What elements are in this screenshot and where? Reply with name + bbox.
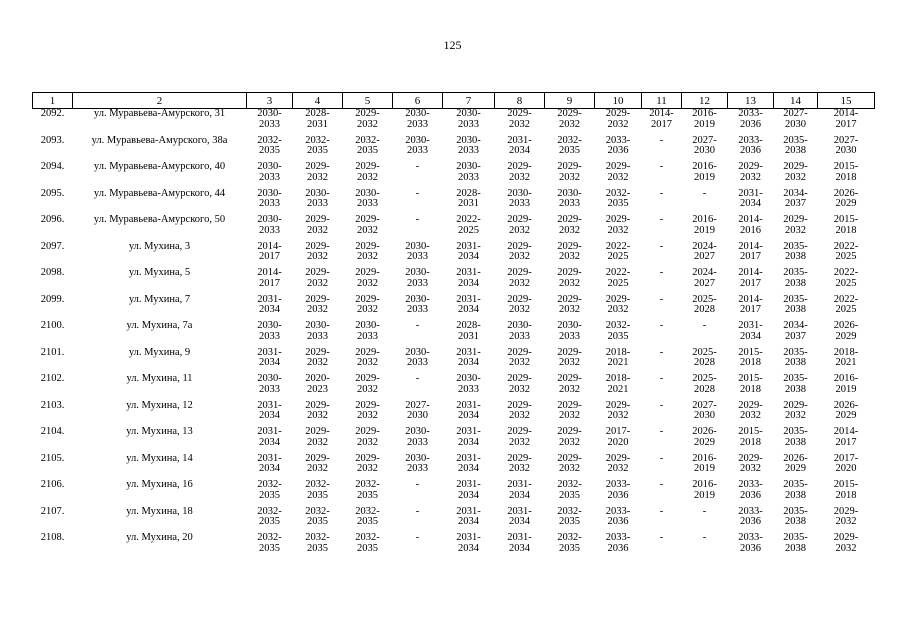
row-number: 2098. (40, 267, 65, 278)
address-cell: ул. Мухина, 18 (126, 505, 193, 517)
table-row (33, 136, 875, 163)
period-cell: 2030- 2033 (355, 187, 380, 209)
period-cell: 2029- 2032 (507, 399, 532, 421)
period-cell: 2031- 2034 (456, 426, 481, 448)
period-cell: 2031- 2034 (456, 479, 481, 501)
column-header: 8 (495, 93, 545, 109)
period-cell: 2029- 2032 (783, 214, 808, 236)
period-cell: 2016- 2019 (692, 452, 717, 474)
period-cell: - (659, 452, 664, 464)
period-cell: 2035- 2038 (783, 373, 808, 395)
period-cell: 2030- 2033 (355, 320, 380, 342)
period-cell: - (415, 373, 420, 384)
row-number: 2108. (40, 532, 65, 543)
period-cell: 2029- 2032 (557, 346, 582, 368)
period-cell: - (702, 505, 707, 517)
schedule-table (32, 92, 875, 560)
period-cell: 2029- 2032 (355, 214, 380, 236)
period-cell: 2031- 2034 (456, 399, 481, 421)
period-cell: 2035- 2038 (783, 293, 808, 315)
period-cell: 2016- 2019 (692, 108, 717, 130)
column-header: 9 (545, 93, 595, 109)
period-cell: 2025- 2028 (692, 373, 717, 395)
period-cell: 2029- 2032 (507, 373, 532, 395)
period-cell: 2030- 2033 (557, 187, 582, 209)
period-cell: 2029- 2032 (305, 399, 330, 421)
row-number: 2095. (40, 187, 65, 199)
table-row (33, 454, 875, 481)
address-cell: ул. Мухина, 13 (126, 426, 193, 437)
period-cell: 2026- 2029 (783, 452, 808, 474)
period-cell: 2029- 2032 (305, 452, 330, 474)
period-cell: 2030- 2033 (257, 320, 282, 342)
period-cell: 2031- 2034 (738, 187, 763, 209)
period-cell: 2014- 2017 (833, 426, 859, 448)
address-cell: ул. Мухина, 16 (126, 479, 193, 490)
row-number: 2103. (40, 399, 65, 411)
table-row (33, 480, 875, 507)
period-cell: 2030- 2033 (257, 108, 282, 130)
period-cell: 2015- 2018 (738, 346, 763, 368)
period-cell: 2018- 2021 (605, 346, 631, 368)
period-cell: 2029- 2032 (305, 240, 330, 262)
period-cell: 2029- 2032 (557, 293, 582, 315)
period-cell: 2030- 2033 (257, 161, 282, 183)
period-cell: 2031- 2034 (507, 479, 532, 501)
period-cell: - (415, 320, 420, 331)
period-cell: 2031- 2034 (257, 426, 282, 448)
period-cell: 2016- 2019 (692, 479, 717, 501)
row-number: 2097. (40, 240, 65, 252)
period-cell: 2029- 2032 (507, 426, 532, 448)
table-row (33, 295, 875, 322)
period-cell: - (659, 161, 664, 172)
period-cell: 2029- 2032 (738, 399, 763, 421)
period-cell: 2033- 2036 (605, 134, 631, 156)
period-cell: - (659, 293, 664, 305)
period-cell: - (702, 187, 707, 199)
period-cell: 2029- 2032 (355, 452, 380, 474)
period-cell: 2031- 2034 (456, 452, 481, 474)
period-cell: 2026- 2029 (833, 320, 859, 342)
period-cell: - (415, 161, 420, 172)
period-cell: 2027- 2030 (783, 108, 808, 130)
period-cell: - (659, 267, 664, 278)
period-cell: - (659, 532, 664, 543)
period-cell: 2030- 2033 (405, 452, 430, 474)
column-header: 2 (73, 93, 247, 109)
address-cell: ул. Мухина, 12 (126, 399, 193, 411)
row-number: 2099. (40, 293, 65, 305)
period-cell: 2029- 2032 (605, 452, 631, 474)
period-cell: 2026- 2029 (833, 187, 859, 209)
address-cell: ул. Мухина, 14 (126, 452, 193, 464)
column-header: 4 (293, 93, 343, 109)
period-cell: 2032- 2035 (305, 479, 330, 501)
period-cell: 2035- 2038 (783, 240, 808, 262)
period-cell: 2030- 2033 (257, 214, 282, 236)
column-header: 14 (774, 93, 818, 109)
period-cell: 2032- 2035 (305, 505, 330, 527)
period-cell: 2033- 2036 (738, 479, 763, 501)
period-cell: 2029- 2032 (507, 240, 532, 262)
period-cell: 2030- 2033 (456, 161, 481, 183)
period-cell: 2033- 2036 (738, 108, 763, 130)
period-cell: 2032- 2035 (305, 532, 330, 554)
period-cell: - (415, 505, 420, 517)
period-cell: 2032- 2035 (355, 532, 380, 554)
period-cell: 2030- 2033 (507, 187, 532, 209)
period-cell: 2014- 2016 (738, 214, 763, 236)
period-cell: 2029- 2032 (355, 108, 380, 130)
period-cell: 2035- 2038 (783, 426, 808, 448)
period-cell: 2029- 2032 (557, 452, 582, 474)
period-cell: 2030- 2033 (405, 240, 430, 262)
row-number: 2107. (40, 505, 65, 517)
period-cell: 2025- 2028 (692, 293, 717, 315)
period-cell: 2031- 2034 (507, 505, 532, 527)
period-cell: 2031- 2034 (456, 240, 481, 262)
table-row (33, 348, 875, 375)
period-cell: 2035- 2038 (783, 267, 808, 289)
period-cell: 2029- 2032 (305, 267, 330, 289)
period-cell: 2033- 2036 (605, 479, 631, 501)
period-cell: 2022- 2025 (456, 214, 481, 236)
column-header: 13 (728, 93, 774, 109)
period-cell: - (659, 346, 664, 358)
period-cell: 2029- 2032 (738, 161, 763, 183)
period-cell: 2032- 2035 (355, 505, 380, 527)
period-cell: - (659, 373, 664, 384)
period-cell: 2033- 2036 (605, 532, 631, 554)
period-cell: 2029- 2032 (557, 161, 582, 183)
period-cell: 2035- 2038 (783, 532, 808, 554)
column-header: 1 (33, 93, 73, 109)
period-cell: 2029- 2032 (605, 161, 631, 183)
period-cell: 2029- 2032 (305, 426, 330, 448)
column-header: 15 (818, 93, 875, 109)
period-cell: 2032- 2035 (257, 505, 282, 527)
period-cell: 2029- 2032 (783, 399, 808, 421)
period-cell: 2032- 2035 (557, 532, 582, 554)
period-cell: 2034- 2037 (783, 187, 808, 209)
period-cell: 2029- 2032 (355, 426, 380, 448)
table-row (33, 242, 875, 269)
period-cell: 2031- 2034 (257, 346, 282, 368)
table-row (33, 507, 875, 534)
period-cell: 2029- 2032 (557, 373, 582, 395)
table-row (33, 109, 875, 136)
period-cell: - (659, 187, 664, 199)
table-row (33, 401, 875, 428)
period-cell: 2029- 2032 (605, 399, 631, 421)
period-cell: 2026- 2029 (692, 426, 717, 448)
period-cell: 2022- 2025 (833, 293, 859, 315)
period-cell: 2030- 2033 (557, 320, 582, 342)
page-number: 125 (443, 38, 462, 52)
address-cell: ул. Муравьева-Амурского, 50 (93, 214, 226, 225)
row-number: 2094. (40, 161, 65, 172)
period-cell: 2015- 2018 (833, 161, 859, 183)
period-cell: 2031- 2034 (507, 134, 532, 156)
period-cell: 2031- 2034 (456, 532, 481, 554)
period-cell: 2033- 2036 (738, 505, 763, 527)
period-cell: 2029- 2032 (557, 426, 582, 448)
period-cell: 2033- 2036 (738, 532, 763, 554)
period-cell: - (702, 532, 707, 543)
period-cell: 2029- 2032 (833, 505, 859, 527)
period-cell: 2029- 2032 (355, 161, 380, 183)
period-cell: 2031- 2034 (456, 293, 481, 315)
period-cell: 2034- 2037 (783, 320, 808, 342)
period-cell: 2014- 2017 (738, 293, 763, 315)
period-cell: 2029- 2032 (355, 399, 380, 421)
period-cell: - (415, 479, 420, 490)
period-cell: - (659, 134, 664, 146)
period-cell: 2029- 2032 (557, 267, 582, 289)
period-cell: 2029- 2032 (605, 214, 631, 236)
table-row (33, 533, 875, 560)
column-header: 3 (247, 93, 293, 109)
period-cell: 2014- 2017 (257, 267, 282, 289)
period-cell: 2024- 2027 (692, 240, 717, 262)
period-cell: 2032- 2035 (257, 479, 282, 501)
address-cell: ул. Мухина, 7а (126, 320, 193, 331)
period-cell: 2029- 2032 (833, 532, 859, 554)
period-cell: 2032- 2035 (557, 505, 582, 527)
period-cell: - (659, 479, 664, 490)
period-cell: 2016- 2019 (833, 373, 859, 395)
period-cell: 2030- 2033 (456, 373, 481, 395)
row-number: 2106. (40, 479, 65, 490)
address-cell: ул. Мухина, 7 (128, 293, 191, 305)
period-cell: 2032- 2035 (305, 134, 330, 156)
period-cell: 2029- 2032 (507, 108, 532, 130)
address-cell: ул. Мухина, 9 (128, 346, 191, 358)
period-cell: - (659, 426, 664, 437)
table-row (33, 374, 875, 401)
address-cell: ул. Муравьева-Амурского, 40 (93, 161, 226, 172)
period-cell: - (659, 214, 664, 225)
period-cell: 2029- 2032 (507, 267, 532, 289)
row-number: 2104. (40, 426, 65, 437)
table-row (33, 189, 875, 216)
period-cell: 2029- 2032 (305, 214, 330, 236)
period-cell: 2031- 2034 (507, 532, 532, 554)
address-cell: ул. Муравьева-Амурского, 31 (93, 108, 226, 119)
period-cell: 2015- 2018 (833, 479, 859, 501)
table-row (33, 321, 875, 348)
period-cell: 2029- 2032 (507, 452, 532, 474)
period-cell: 2022- 2025 (605, 240, 631, 262)
period-cell: 2014- 2017 (738, 267, 763, 289)
period-cell: 2018- 2021 (833, 346, 859, 368)
column-header: 6 (393, 93, 443, 109)
period-cell: 2017- 2020 (605, 426, 631, 448)
address-cell: ул. Мухина, 3 (128, 240, 191, 252)
period-cell: 2016- 2019 (692, 161, 717, 183)
period-cell: 2024- 2027 (692, 267, 717, 289)
period-cell: 2014- 2017 (257, 240, 282, 262)
table-body (33, 109, 875, 560)
row-number: 2102. (40, 373, 65, 384)
column-header: 11 (642, 93, 682, 109)
period-cell: 2029- 2032 (557, 240, 582, 262)
period-cell: 2029- 2032 (605, 293, 631, 315)
period-cell: 2032- 2035 (557, 134, 582, 156)
period-cell: 2032- 2035 (605, 187, 631, 209)
period-cell: 2035- 2038 (783, 346, 808, 368)
period-cell: 2028- 2031 (456, 187, 481, 209)
row-number: 2096. (40, 214, 65, 225)
row-number: 2101. (40, 346, 65, 358)
period-cell: 2022- 2025 (833, 240, 859, 262)
address-cell: ул. Муравьева-Амурского, 38а (91, 134, 228, 146)
period-cell: 2032- 2035 (557, 479, 582, 501)
period-cell: 2020- 2023 (305, 373, 330, 395)
period-cell: 2035- 2038 (783, 134, 808, 156)
period-cell: 2030- 2033 (405, 293, 430, 315)
address-cell: ул. Мухина, 20 (126, 532, 193, 543)
period-cell: 2029- 2032 (355, 293, 380, 315)
period-cell: 2029- 2032 (305, 161, 330, 183)
period-cell: 2026- 2029 (833, 399, 859, 421)
period-cell: 2029- 2032 (557, 108, 582, 130)
row-number: 2092. (40, 108, 65, 119)
period-cell: 2029- 2032 (783, 161, 808, 183)
period-cell: 2030- 2033 (405, 108, 430, 130)
period-cell: 2033- 2036 (605, 505, 631, 527)
period-cell: 2022- 2025 (833, 267, 859, 289)
period-cell: 2030- 2033 (405, 267, 430, 289)
period-cell: 2031- 2034 (738, 320, 763, 342)
period-cell: - (659, 320, 664, 331)
column-header: 7 (443, 93, 495, 109)
period-cell: 2030- 2033 (257, 373, 282, 395)
period-cell: 2029- 2032 (738, 452, 763, 474)
period-cell: 2017- 2020 (833, 452, 859, 474)
period-cell: 2027- 2030 (405, 399, 430, 421)
period-cell: 2014- 2017 (738, 240, 763, 262)
period-cell: 2031- 2034 (456, 505, 481, 527)
row-number: 2100. (40, 320, 65, 331)
period-cell: - (702, 320, 707, 331)
period-cell: 2030- 2033 (305, 320, 330, 342)
period-cell: 2029- 2032 (355, 373, 380, 395)
period-cell: 2030- 2033 (405, 346, 430, 368)
period-cell: 2031- 2034 (456, 267, 481, 289)
period-cell: - (415, 187, 420, 199)
period-cell: 2027- 2030 (833, 134, 859, 156)
period-cell: 2030- 2033 (507, 320, 532, 342)
period-cell: 2033- 2036 (738, 134, 763, 156)
period-cell: 2029- 2032 (507, 346, 532, 368)
period-cell: 2032- 2035 (257, 532, 282, 554)
period-cell: 2031- 2034 (257, 452, 282, 474)
period-cell: 2014- 2017 (649, 108, 674, 130)
address-cell: ул. Мухина, 11 (126, 373, 193, 384)
period-cell: 2030- 2033 (405, 426, 430, 448)
period-cell: 2029- 2032 (355, 346, 380, 368)
period-cell: 2028- 2031 (305, 108, 330, 130)
period-cell: 2028- 2031 (456, 320, 481, 342)
header-row (33, 93, 875, 109)
period-cell: - (659, 505, 664, 517)
period-cell: 2015- 2018 (738, 426, 763, 448)
period-cell: 2016- 2019 (692, 214, 717, 236)
period-cell: 2015- 2018 (833, 214, 859, 236)
period-cell: 2025- 2028 (692, 346, 717, 368)
address-cell: ул. Мухина, 5 (128, 267, 191, 278)
period-cell: 2018- 2021 (605, 373, 631, 395)
table-row (33, 268, 875, 295)
period-cell: 2030- 2033 (456, 134, 481, 156)
row-number: 2093. (40, 134, 65, 146)
period-cell: 2029- 2032 (557, 399, 582, 421)
period-cell: 2029- 2032 (355, 267, 380, 289)
table-row (33, 162, 875, 189)
period-cell: 2032- 2035 (605, 320, 631, 342)
period-cell: - (659, 240, 664, 252)
column-header: 5 (343, 93, 393, 109)
period-cell: 2035- 2038 (783, 479, 808, 501)
period-cell: 2031- 2034 (456, 346, 481, 368)
row-number: 2105. (40, 452, 65, 464)
column-header: 10 (595, 93, 642, 109)
period-cell: 2029- 2032 (605, 108, 631, 130)
address-cell: ул. Муравьева-Амурского, 44 (93, 187, 226, 199)
period-cell: 2031- 2034 (257, 293, 282, 315)
period-cell: 2029- 2032 (557, 214, 582, 236)
period-cell: 2032- 2035 (355, 134, 380, 156)
period-cell: 2029- 2032 (305, 293, 330, 315)
period-cell: 2027- 2030 (692, 134, 717, 156)
period-cell: 2029- 2032 (355, 240, 380, 262)
period-cell: 2029- 2032 (507, 161, 532, 183)
period-cell: 2029- 2032 (507, 293, 532, 315)
period-cell: 2030- 2033 (456, 108, 481, 130)
period-cell: 2030- 2033 (305, 187, 330, 209)
period-cell: 2022- 2025 (605, 267, 631, 289)
column-header: 12 (682, 93, 728, 109)
period-cell: 2027- 2030 (692, 399, 717, 421)
period-cell: 2029- 2032 (305, 346, 330, 368)
period-cell: 2035- 2038 (783, 505, 808, 527)
table-row (33, 427, 875, 454)
period-cell: 2031- 2034 (257, 399, 282, 421)
period-cell: - (659, 399, 664, 411)
period-cell: 2032- 2035 (355, 479, 380, 501)
period-cell: 2030- 2033 (405, 134, 430, 156)
period-cell: - (415, 532, 420, 543)
period-cell: - (415, 214, 420, 225)
period-cell: 2030- 2033 (257, 187, 282, 209)
period-cell: 2032- 2035 (257, 134, 282, 156)
period-cell: 2029- 2032 (507, 214, 532, 236)
period-cell: 2014- 2017 (833, 108, 859, 130)
table-row (33, 215, 875, 242)
period-cell: 2015- 2018 (738, 373, 763, 395)
